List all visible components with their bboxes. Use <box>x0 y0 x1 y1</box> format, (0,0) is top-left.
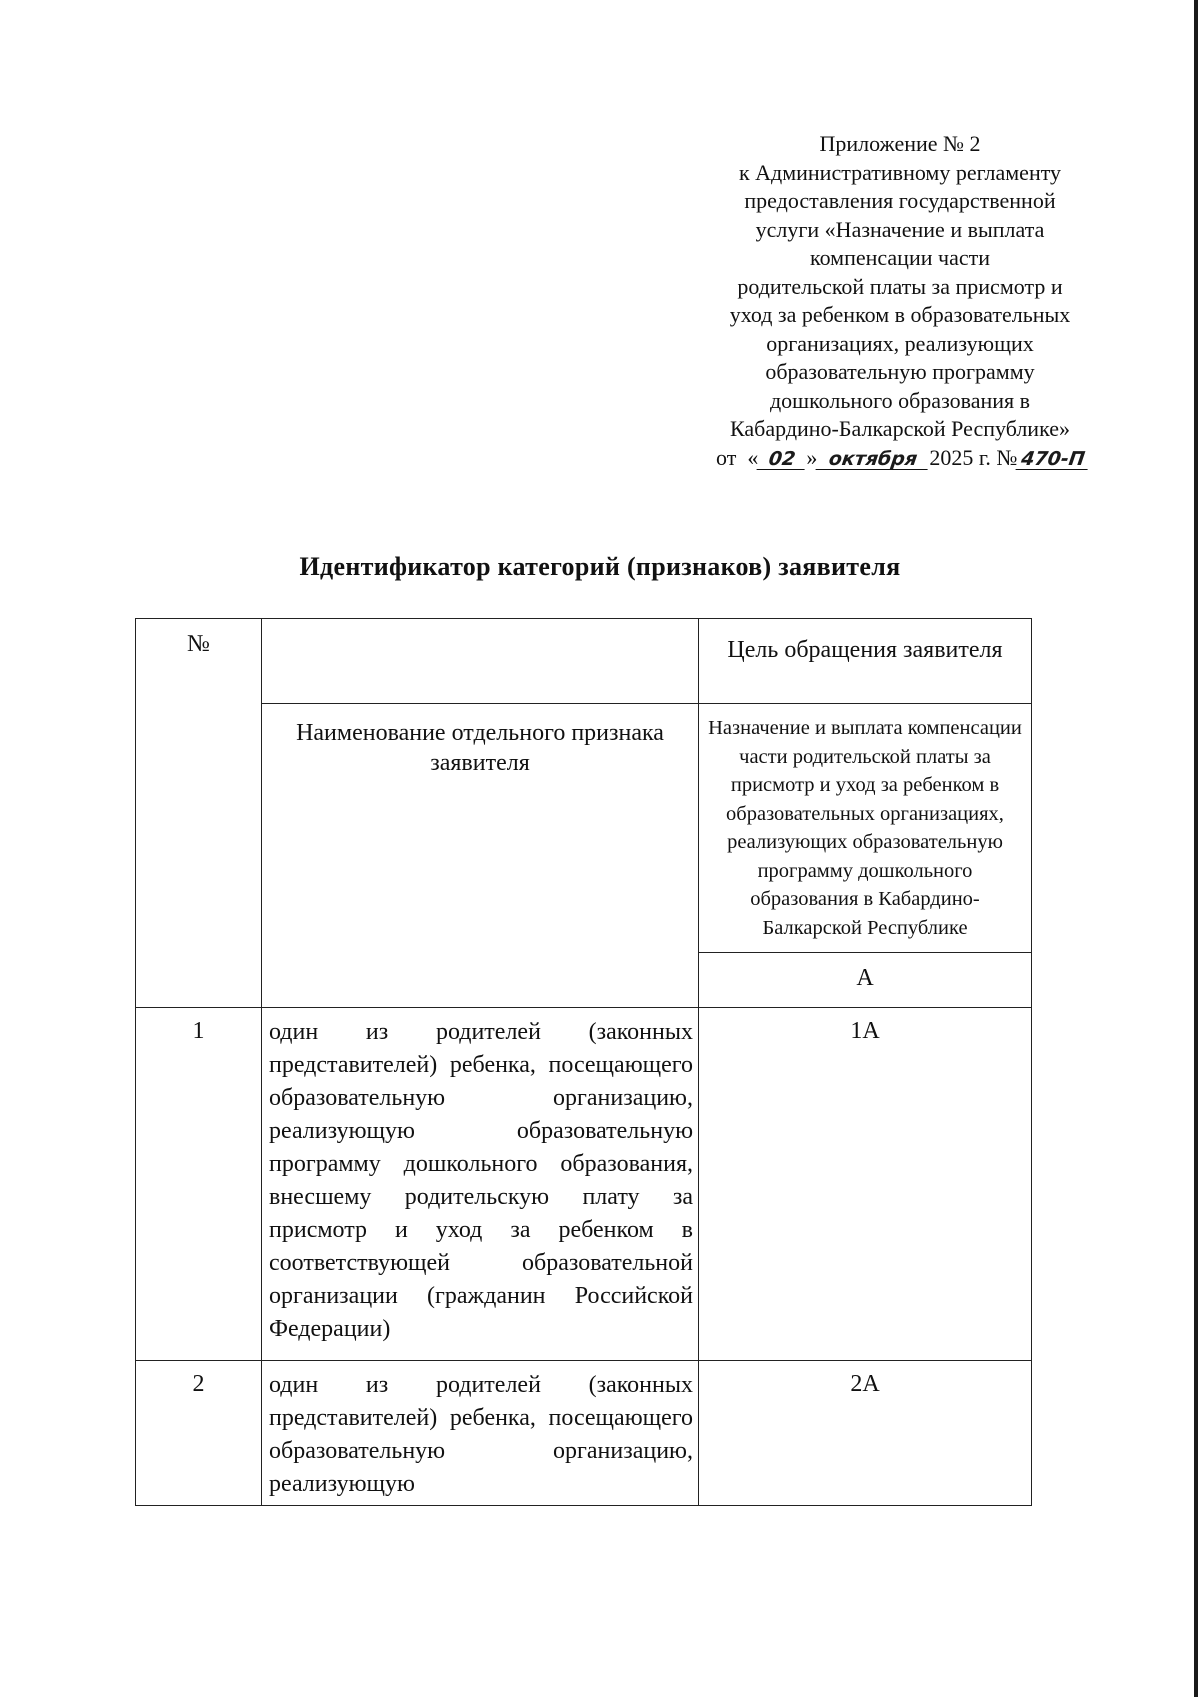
date-close-quote: » <box>806 444 818 470</box>
header-empty-cell <box>262 619 699 704</box>
date-open-quote: « <box>747 444 759 470</box>
appendix-line: услуги «Назначение и выплата <box>755 216 1045 242</box>
appendix-line: уход за ребенком в образовательных <box>729 302 1071 327</box>
number-column-header: № <box>136 619 262 1008</box>
appendix-line: родительской платы за присмотр и <box>737 273 1063 299</box>
date-prefix: от <box>716 444 737 470</box>
appendix-line: Кабардино-Балкарской Республике» <box>730 416 1070 441</box>
appendix-line: дошкольного образования в <box>769 387 1031 413</box>
row-attribute-text: один из родителей (законных представителей) ребенка, посещающего образовательную организацию, реализующую образовательную программу дошкольного образования, внесшему родительскую плату за присмотр и уход за ребенком в соответствующей образовательной организации (гражданин Российской Федерации) <box>262 1008 699 1361</box>
appendix-line: предоставления государственной <box>744 188 1056 213</box>
attribute-name-header: Наименование отдельного признака заявителя <box>262 704 699 1008</box>
appendix-line: организациях, реализующих <box>766 330 1034 356</box>
row-attribute-text: один из родителей (законных представителей) ребенка, посещающего образовательную организацию, реализующую <box>262 1361 699 1506</box>
table-row <box>136 1008 1032 1361</box>
row-code: 1А <box>699 1008 1032 1361</box>
row-number: 1 <box>136 1008 262 1361</box>
table-header-row <box>136 619 1032 704</box>
appendix-line: образовательную программу <box>765 359 1035 384</box>
goal-column-header: Цель обращения заявителя <box>699 619 1032 704</box>
identifier-table <box>135 618 1032 1506</box>
row-number: 2 <box>136 1361 262 1506</box>
table-row <box>136 1361 1032 1506</box>
appendix-header <box>700 130 1100 472</box>
goal-description: Назначение и выплата компенсации части родительской платы за присмотр и уход за ребенком в образовательных организациях, реализующих образовательную программу дошкольного образования в Кабардино-Балкарской Республике <box>699 704 1032 953</box>
appendix-line: компенсации части <box>810 245 990 270</box>
handwritten-day: 02 <box>757 449 808 470</box>
date-year: 2025 г. № <box>929 444 1018 470</box>
row-code: 2А <box>699 1361 1032 1506</box>
handwritten-month: октября <box>816 449 931 470</box>
table-subheader-row <box>136 704 1032 953</box>
appendix-line: Приложение № 2 <box>819 131 981 156</box>
handwritten-decree-number: 470-П <box>1016 449 1091 470</box>
decree-date-line <box>716 444 1100 473</box>
goal-letter-code: А <box>699 953 1032 1008</box>
appendix-line: к Административному регламенту <box>738 159 1062 185</box>
document-title: Идентификатор категорий (признаков) заявителя <box>299 552 901 581</box>
page-edge-scan-border <box>1194 0 1198 1697</box>
